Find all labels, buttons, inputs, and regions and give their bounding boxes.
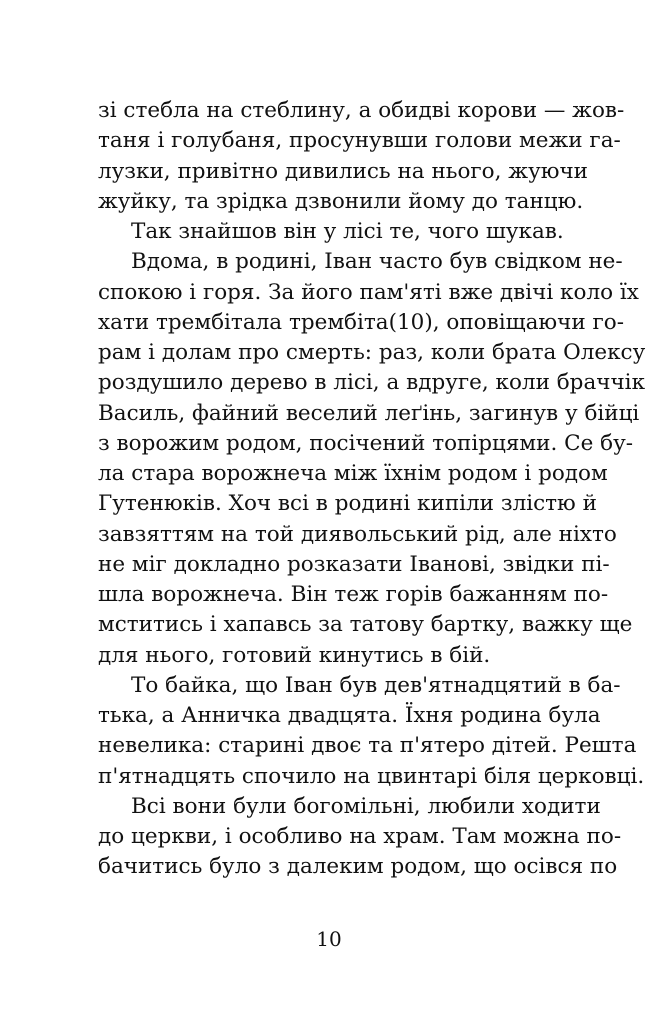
body-text	[98, 96, 646, 883]
text-line: бачитись було з далеким родом, що осівся по	[98, 854, 618, 880]
paragraph-line: Так знайшов він у лісі те, чого шукав.	[131, 219, 564, 244]
text-line: тька, а Анничка двадцята. Їхня родина була	[98, 703, 601, 728]
text-line: завзяттям на той диявольський рід, але ніхто	[98, 521, 617, 547]
text-line: жуйку, та зрідка дзвонили йому до танцю.	[98, 188, 584, 214]
text-line: зі стебла на стеблину, а обидві корови — жов-	[98, 98, 625, 123]
text-line: не міг докладно розказати Іванові, звідки пі-	[98, 551, 610, 577]
page-number: 10	[316, 927, 342, 951]
text-line: рам і долам про смерть: раз, коли брата Олексу	[98, 340, 646, 365]
paragraph-line: То байка, що Іван був дев'ятнадцятий в ба-	[131, 672, 621, 698]
text-line: шла ворожнеча. Він теж горів бажанням по-	[98, 582, 609, 607]
text-line: спокою і горя. За його пам'яті вже двічі коло їх	[98, 279, 639, 305]
paragraph-line: Вдома, в родині, Іван часто був свідком не-	[131, 249, 623, 275]
text-line: ла стара ворожнеча між їхнім родом і родом	[98, 461, 608, 486]
text-line: мститись і хапавсь за татову бартку, важку ще	[98, 612, 633, 638]
text-line: п'ятнадцять спочило на цвинтарі біля церковці.	[98, 763, 645, 789]
text-line: до церкви, і особливо на храм. Там можна по-	[98, 824, 622, 849]
text-line: для нього, готовий кинутись в бій.	[98, 642, 491, 668]
text-line: невелика: старині двоє та п'ятеро дітей. Решта	[98, 733, 637, 759]
text-line: таня і голубаня, просунувши голови межи га-	[98, 128, 621, 154]
text-line: лузки, привітно дивились на нього, жуючи	[98, 158, 588, 184]
text-line: Гутенюків. Хоч всі в родині кипіли злістю й	[98, 491, 597, 517]
text-line: Василь, файний веселий леґінь, загинув у бійці	[98, 400, 640, 426]
text-line: роздушило дерево в лісі, а вдруге, коли браччік	[98, 370, 646, 396]
text-line: хати трембітала трембіта(10), оповіщаючи го-	[98, 309, 624, 335]
paragraph-line: Всі вони були богомільні, любили ходити	[131, 793, 601, 819]
text-line: з ворожим родом, посічений топірцями. Се бу-	[98, 430, 634, 456]
